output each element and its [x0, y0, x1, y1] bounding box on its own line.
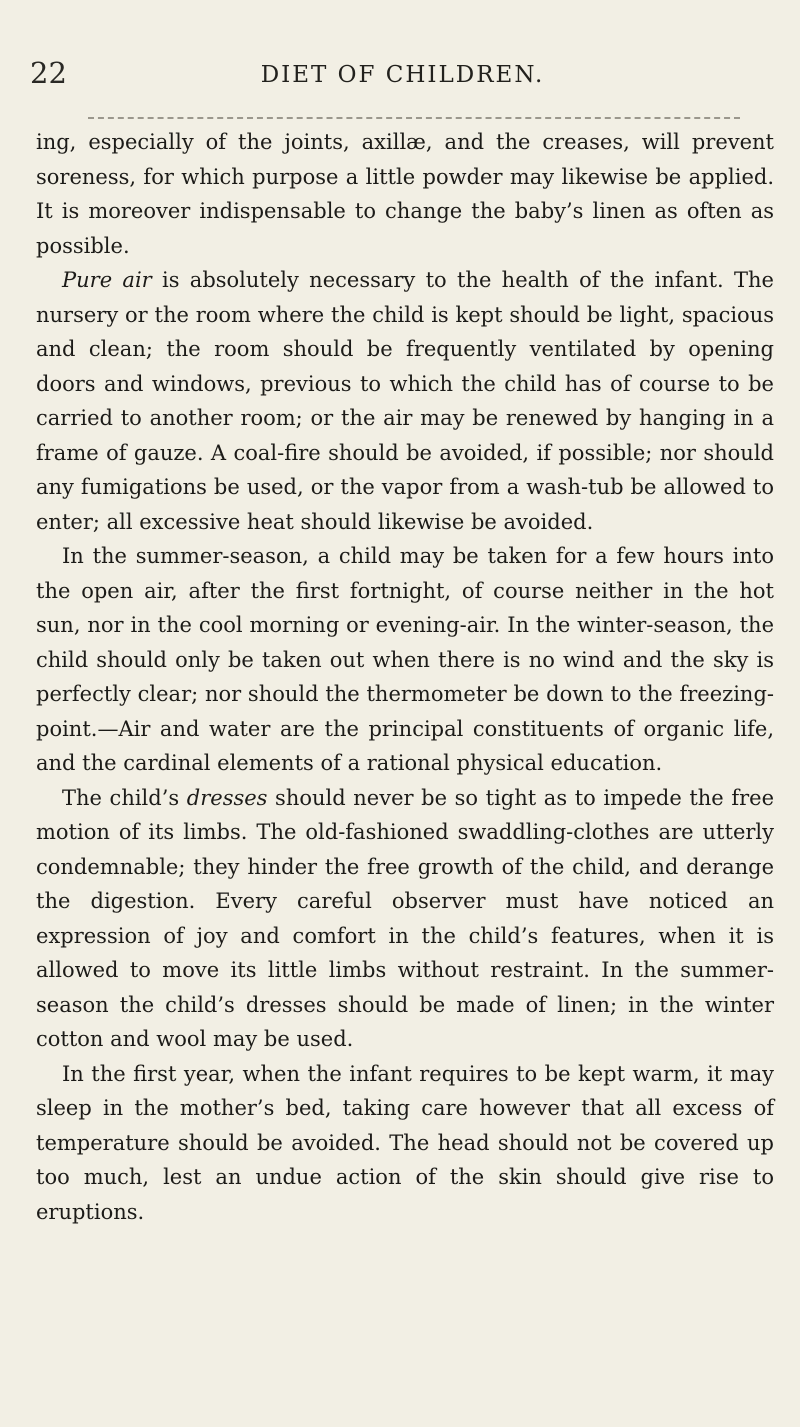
paragraph-5	[36, 1057, 774, 1230]
page-header	[30, 58, 775, 98]
paragraph-2-text: is absolutely necessary to the health of the infant. The nursery or the room where the child is kept should be light, spacious and clean; the room should be frequently ventilated by opening doors and windows, previous to which the child has of course to be carried to another room; or the air may be renewed by hanging in a frame of gauze. A coal-fire should be avoided, if possible; nor should any fumigations be used, or the vapor from a wash-tub be allowed to enter; all excessive heat should likewise be avoided.	[36, 268, 774, 534]
paragraph-4	[36, 781, 774, 1057]
paragraph-4-text: should never be so tight as to impede the free motion of its limbs. The old-fashioned swaddling-clothes are utterly condemnable; they hinder the free growth of the child, and derange the digestion. Every careful observer must have noticed an expression of joy and comfort in the child’s features, when it is allowed to move its little limbs without restraint. In the summer-season the child’s dresses should be made of linen; in the winter cotton and wool may be used.	[36, 785, 774, 1051]
paragraph-4-emphasis: dresses	[186, 785, 268, 810]
paragraph-2	[36, 263, 774, 539]
paragraph-3-text: In the summer-season, a child may be taken for a few hours into the open air, after the first fortnight, of course neither in the hot sun, nor in the cool morning or evening-air. In the winter-season, the child should only be taken out when there is no wind and the sky is perfectly clear; nor should the thermometer be down to the freezing-point.—Air and water are the principal constituents of organic life, and the cardinal elements of a rational physical education.	[36, 544, 774, 775]
paragraph-1-text: ing, especially of the joints, axillæ, and the creases, will prevent soreness, for which purpose a little powder may likewise be applied. It is moreover indispensable to change the baby’s linen as often as possible.	[36, 130, 774, 258]
running-head: DIET OF CHILDREN.	[260, 62, 545, 88]
paragraph-1	[36, 125, 774, 263]
body-text	[36, 125, 774, 1229]
header-rule	[88, 117, 740, 119]
paragraph-4-lead: The child’s	[62, 785, 187, 810]
page-number: 22	[30, 56, 67, 90]
paragraph-2-emphasis: Pure air	[62, 268, 152, 292]
paragraph-5-text: In the first year, when the infant requires to be kept warm, it may sleep in the mother’s bed, taking care however that all excess of temperature should be avoided. The head should not be covered up too much, lest an undue action of the skin should give rise to eruptions.	[36, 1061, 774, 1224]
paragraph-3	[36, 539, 774, 781]
